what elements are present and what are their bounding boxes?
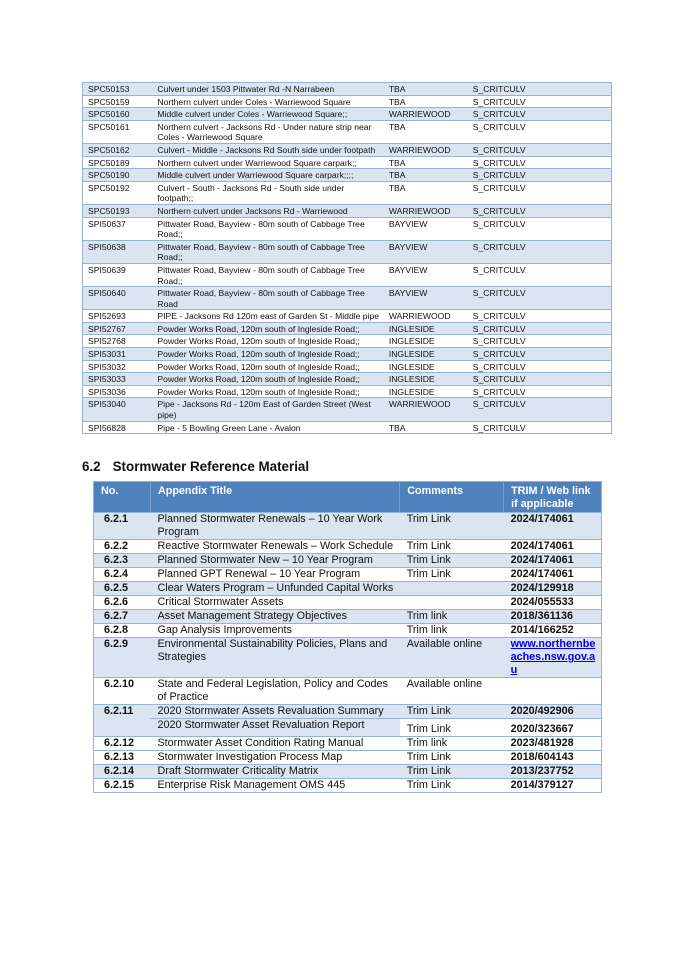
table-row bbox=[94, 779, 602, 793]
appendix-comments: Trim link bbox=[400, 624, 504, 638]
table-row bbox=[94, 554, 602, 568]
asset-type: S_CRITCULV bbox=[468, 95, 612, 108]
asset-location: BAYVIEW bbox=[384, 263, 468, 286]
asset-type: S_CRITCULV bbox=[468, 217, 612, 240]
table-row bbox=[94, 678, 602, 705]
appendix-title: Planned Stormwater Renewals – 10 Year Work Program bbox=[150, 513, 399, 540]
asset-id: SPI50638 bbox=[83, 240, 153, 263]
trim-reference: 2024/174061 bbox=[504, 554, 602, 568]
appendix-comments: Trim Link bbox=[400, 719, 504, 737]
table-row bbox=[94, 582, 602, 596]
appendix-comments: Trim link bbox=[400, 737, 504, 751]
table-row bbox=[83, 348, 612, 361]
asset-type: S_CRITCULV bbox=[468, 169, 612, 182]
asset-location: TBA bbox=[384, 181, 468, 204]
asset-id: SPC50153 bbox=[83, 83, 153, 96]
asset-description: Powder Works Road, 120m south of Ingleside Road;; bbox=[152, 385, 383, 398]
header-no: No. bbox=[94, 482, 151, 513]
stormwater-reference-table bbox=[93, 481, 602, 793]
table-header-row bbox=[94, 482, 602, 513]
asset-id: SPI52693 bbox=[83, 310, 153, 323]
asset-description: Powder Works Road, 120m south of Ingleside Road;; bbox=[152, 335, 383, 348]
asset-id: SPC50193 bbox=[83, 204, 153, 217]
asset-type: S_CRITCULV bbox=[468, 83, 612, 96]
header-comments: Comments bbox=[400, 482, 504, 513]
asset-location: BAYVIEW bbox=[384, 217, 468, 240]
asset-location: TBA bbox=[384, 120, 468, 143]
appendix-number: 6.2.13 bbox=[94, 751, 151, 765]
asset-location: TBA bbox=[384, 169, 468, 182]
appendix-comments: Trim Link bbox=[400, 779, 504, 793]
trim-reference: 2024/174061 bbox=[504, 540, 602, 554]
asset-description: Northern culvert under Jacksons Rd - Warriewood bbox=[152, 204, 383, 217]
asset-location: TBA bbox=[384, 421, 468, 434]
asset-type: S_CRITCULV bbox=[468, 360, 612, 373]
table-row bbox=[83, 169, 612, 182]
asset-id: SPI52768 bbox=[83, 335, 153, 348]
table-row bbox=[94, 751, 602, 765]
asset-type: S_CRITCULV bbox=[468, 348, 612, 361]
table-row bbox=[94, 719, 602, 737]
asset-id: SPI50639 bbox=[83, 263, 153, 286]
appendix-number: 6.2.5 bbox=[94, 582, 151, 596]
asset-type: S_CRITCULV bbox=[468, 322, 612, 335]
appendix-number: 6.2.8 bbox=[94, 624, 151, 638]
table-row bbox=[83, 181, 612, 204]
table-row bbox=[83, 108, 612, 121]
table-row bbox=[94, 737, 602, 751]
appendix-title: Reactive Stormwater Renewals – Work Schedule bbox=[150, 540, 399, 554]
asset-location: INGLESIDE bbox=[384, 335, 468, 348]
asset-location: TBA bbox=[384, 83, 468, 96]
asset-type: S_CRITCULV bbox=[468, 181, 612, 204]
trim-reference: 2013/237752 bbox=[504, 765, 602, 779]
appendix-number: 6.2.4 bbox=[94, 568, 151, 582]
appendix-title: Planned Stormwater New – 10 Year Program bbox=[150, 554, 399, 568]
asset-type: S_CRITCULV bbox=[468, 204, 612, 217]
asset-location: INGLESIDE bbox=[384, 385, 468, 398]
table-row bbox=[83, 398, 612, 421]
asset-description: Powder Works Road, 120m south of Ingleside Road;; bbox=[152, 322, 383, 335]
appendix-number: 6.2.9 bbox=[94, 638, 151, 678]
appendix-title: State and Federal Legislation, Policy and Codes of Practice bbox=[150, 678, 399, 705]
trim-reference: 2024/129918 bbox=[504, 582, 602, 596]
table-row bbox=[94, 568, 602, 582]
asset-id: SPC50160 bbox=[83, 108, 153, 121]
table-row bbox=[83, 263, 612, 286]
appendix-number: 6.2.6 bbox=[94, 596, 151, 610]
trim-reference: 2024/174061 bbox=[504, 513, 602, 540]
table-row bbox=[94, 610, 602, 624]
asset-id: SPC50161 bbox=[83, 120, 153, 143]
asset-type: S_CRITCULV bbox=[468, 287, 612, 310]
asset-id: SPC50189 bbox=[83, 156, 153, 169]
asset-description: Middle culvert under Warriewood Square carpark;;;; bbox=[152, 169, 383, 182]
web-link-cell bbox=[504, 638, 602, 678]
table-row bbox=[83, 95, 612, 108]
appendix-comments: Trim Link bbox=[400, 554, 504, 568]
asset-id: SPC50192 bbox=[83, 181, 153, 204]
asset-description: Northern culvert - Jacksons Rd - Under nature strip near Coles - Warriewood Square bbox=[152, 120, 383, 143]
asset-location: BAYVIEW bbox=[384, 287, 468, 310]
asset-type: S_CRITCULV bbox=[468, 108, 612, 121]
northern-beaches-website-link[interactable]: www.northernbeaches.nsw.gov.au bbox=[510, 638, 596, 676]
asset-type: S_CRITCULV bbox=[468, 156, 612, 169]
asset-type: S_CRITCULV bbox=[468, 310, 612, 323]
trim-reference: 2023/481928 bbox=[504, 737, 602, 751]
asset-description: Middle culvert under Coles - Warriewood Square;; bbox=[152, 108, 383, 121]
asset-type: S_CRITCULV bbox=[468, 373, 612, 386]
asset-id: SPC50190 bbox=[83, 169, 153, 182]
trim-reference: 2024/174061 bbox=[504, 568, 602, 582]
table-row bbox=[83, 156, 612, 169]
asset-id: SPI56828 bbox=[83, 421, 153, 434]
asset-type: S_CRITCULV bbox=[468, 143, 612, 156]
appendix-title: Enterprise Risk Management OMS 445 bbox=[150, 779, 399, 793]
trim-reference: 2020/492906 bbox=[504, 705, 602, 719]
appendix-number: 6.2.11 bbox=[94, 705, 151, 737]
appendix-title: Critical Stormwater Assets bbox=[150, 596, 399, 610]
asset-id: SPI53031 bbox=[83, 348, 153, 361]
section-number: 6.2 bbox=[82, 459, 101, 474]
appendix-number: 6.2.10 bbox=[94, 678, 151, 705]
asset-type: S_CRITCULV bbox=[468, 263, 612, 286]
section-title: Stormwater Reference Material bbox=[112, 459, 310, 474]
asset-location: WARRIEWOOD bbox=[384, 398, 468, 421]
asset-id: SPI53040 bbox=[83, 398, 153, 421]
appendix-title: 2020 Stormwater Assets Revaluation Summary bbox=[150, 705, 399, 719]
asset-location: INGLESIDE bbox=[384, 348, 468, 361]
asset-id: SPC50162 bbox=[83, 143, 153, 156]
asset-description: Powder Works Road, 120m south of Ingleside Road;; bbox=[152, 373, 383, 386]
appendix-title: Stormwater Asset Condition Rating Manual bbox=[150, 737, 399, 751]
appendix-number: 6.2.3 bbox=[94, 554, 151, 568]
asset-location: INGLESIDE bbox=[384, 373, 468, 386]
table-row bbox=[83, 120, 612, 143]
asset-type: S_CRITCULV bbox=[468, 421, 612, 434]
header-trim-link: TRIM / Web link if applicable bbox=[504, 482, 602, 513]
appendix-comments: Trim Link bbox=[400, 705, 504, 719]
appendix-title: Stormwater Investigation Process Map bbox=[150, 751, 399, 765]
trim-reference: 2014/166252 bbox=[504, 624, 602, 638]
appendix-comments: Available online bbox=[400, 638, 504, 678]
appendix-title: Gap Analysis Improvements bbox=[150, 624, 399, 638]
appendix-number: 6.2.15 bbox=[94, 779, 151, 793]
asset-description: Pittwater Road, Bayview - 80m south of Cabbage Tree Road bbox=[152, 287, 383, 310]
asset-location: INGLESIDE bbox=[384, 360, 468, 373]
appendix-comments: Trim link bbox=[400, 610, 504, 624]
table-row bbox=[83, 204, 612, 217]
appendix-title: Asset Management Strategy Objectives bbox=[150, 610, 399, 624]
table-row bbox=[94, 540, 602, 554]
appendix-number: 6.2.1 bbox=[94, 513, 151, 540]
asset-id: SPI50640 bbox=[83, 287, 153, 310]
appendix-number: 6.2.14 bbox=[94, 765, 151, 779]
table-row bbox=[83, 217, 612, 240]
asset-id: SPI50637 bbox=[83, 217, 153, 240]
asset-description: PIPE - Jacksons Rd 120m east of Garden St - Middle pipe bbox=[152, 310, 383, 323]
asset-description: Culvert under 1503 Pittwater Rd -N Narrabeen bbox=[152, 83, 383, 96]
asset-id: SPI52767 bbox=[83, 322, 153, 335]
asset-type: S_CRITCULV bbox=[468, 398, 612, 421]
header-appendix-title: Appendix Title bbox=[150, 482, 399, 513]
asset-id: SPI53032 bbox=[83, 360, 153, 373]
table-row bbox=[83, 322, 612, 335]
trim-reference: 2018/361136 bbox=[504, 610, 602, 624]
appendix-title: Draft Stormwater Criticality Matrix bbox=[150, 765, 399, 779]
asset-id: SPI53036 bbox=[83, 385, 153, 398]
appendix-comments: Trim Link bbox=[400, 751, 504, 765]
table-row bbox=[83, 373, 612, 386]
appendix-comments: Available online bbox=[400, 678, 504, 705]
appendix-comments: Trim Link bbox=[400, 540, 504, 554]
trim-reference: 2014/379127 bbox=[504, 779, 602, 793]
critical-culvert-asset-table bbox=[82, 82, 612, 434]
asset-description: Pipe - Jacksons Rd - 120m East of Garden Street (West pipe) bbox=[152, 398, 383, 421]
asset-location: WARRIEWOOD bbox=[384, 108, 468, 121]
asset-description: Powder Works Road, 120m south of Ingleside Road;; bbox=[152, 360, 383, 373]
appendix-comments bbox=[400, 596, 504, 610]
asset-description: Northern culvert under Warriewood Square carpark;; bbox=[152, 156, 383, 169]
asset-location: TBA bbox=[384, 95, 468, 108]
table-row bbox=[94, 596, 602, 610]
appendix-comments: Trim Link bbox=[400, 765, 504, 779]
appendix-title: 2020 Stormwater Asset Revaluation Report bbox=[150, 719, 399, 737]
table-row bbox=[94, 638, 602, 678]
appendix-comments: Trim Link bbox=[400, 513, 504, 540]
table-row bbox=[83, 335, 612, 348]
table-row bbox=[94, 765, 602, 779]
table-row bbox=[83, 240, 612, 263]
table-row bbox=[83, 83, 612, 96]
asset-type: S_CRITCULV bbox=[468, 120, 612, 143]
asset-location: INGLESIDE bbox=[384, 322, 468, 335]
asset-location: WARRIEWOOD bbox=[384, 310, 468, 323]
appendix-title: Planned GPT Renewal – 10 Year Program bbox=[150, 568, 399, 582]
table-row bbox=[83, 287, 612, 310]
asset-description: Culvert - Middle - Jacksons Rd South side under footpath bbox=[152, 143, 383, 156]
table-row bbox=[94, 624, 602, 638]
appendix-number: 6.2.2 bbox=[94, 540, 151, 554]
trim-reference: 2020/323667 bbox=[504, 719, 602, 737]
asset-type: S_CRITCULV bbox=[468, 240, 612, 263]
asset-description: Pittwater Road, Bayview - 80m south of Cabbage Tree Road;; bbox=[152, 217, 383, 240]
appendix-title: Environmental Sustainability Policies, Plans and Strategies bbox=[150, 638, 399, 678]
table-row bbox=[83, 360, 612, 373]
asset-description: Powder Works Road, 120m south of Ingleside Road;; bbox=[152, 348, 383, 361]
asset-description: Pittwater Road, Bayview - 80m south of Cabbage Tree Road;; bbox=[152, 240, 383, 263]
trim-reference: 2024/055533 bbox=[504, 596, 602, 610]
trim-reference: 2018/604143 bbox=[504, 751, 602, 765]
asset-type: S_CRITCULV bbox=[468, 385, 612, 398]
asset-description: Northern culvert under Coles - Warriewood Square bbox=[152, 95, 383, 108]
appendix-comments bbox=[400, 582, 504, 596]
table-row bbox=[94, 705, 602, 719]
asset-description: Pittwater Road, Bayview - 80m south of Cabbage Tree Road;; bbox=[152, 263, 383, 286]
asset-description: Pipe - 5 Bowling Green Lane - Avalon bbox=[152, 421, 383, 434]
table-row bbox=[83, 310, 612, 323]
asset-location: BAYVIEW bbox=[384, 240, 468, 263]
asset-location: WARRIEWOOD bbox=[384, 204, 468, 217]
appendix-comments: Trim Link bbox=[400, 568, 504, 582]
table-row bbox=[83, 385, 612, 398]
table-row bbox=[94, 513, 602, 540]
asset-type: S_CRITCULV bbox=[468, 335, 612, 348]
trim-reference bbox=[504, 678, 602, 705]
asset-id: SPC50159 bbox=[83, 95, 153, 108]
asset-description: Culvert - South - Jacksons Rd - South side under footpath;; bbox=[152, 181, 383, 204]
asset-location: WARRIEWOOD bbox=[384, 143, 468, 156]
asset-location: TBA bbox=[384, 156, 468, 169]
asset-id: SPI53033 bbox=[83, 373, 153, 386]
table-row bbox=[83, 143, 612, 156]
appendix-title: Clear Waters Program – Unfunded Capital Works bbox=[150, 582, 399, 596]
section-heading bbox=[82, 459, 309, 474]
appendix-number: 6.2.12 bbox=[94, 737, 151, 751]
appendix-number: 6.2.7 bbox=[94, 610, 151, 624]
table-row bbox=[83, 421, 612, 434]
